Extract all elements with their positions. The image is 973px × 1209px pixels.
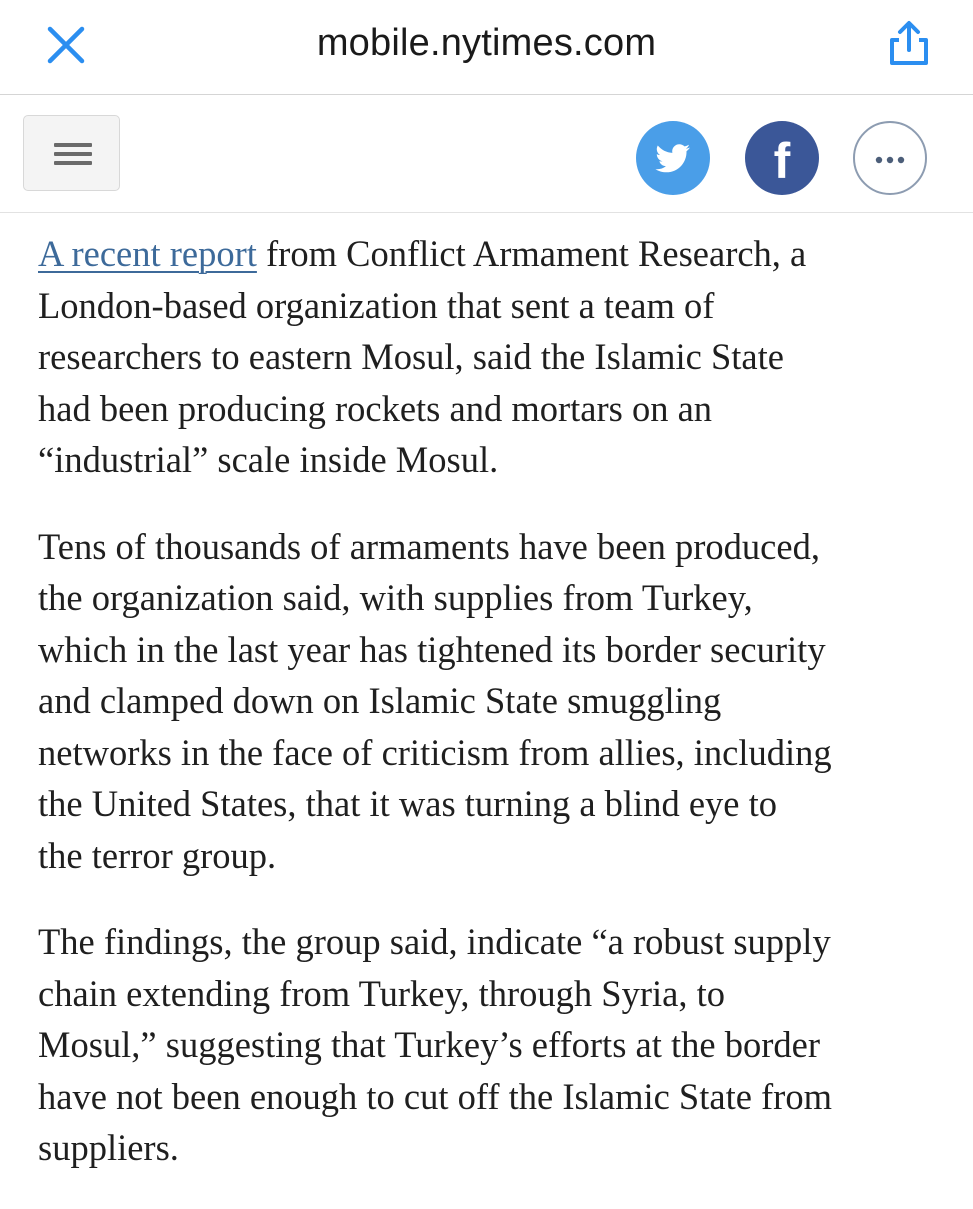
paragraph-line: Tens of thousands of armaments have been produced, — [38, 525, 820, 567]
facebook-share-button[interactable] — [745, 121, 819, 195]
article-paragraph — [38, 916, 958, 1174]
paragraph-line: the terror group. — [38, 834, 277, 876]
paragraph-line: have not been enough to cut off the Islamic State from — [38, 1075, 832, 1117]
article-paragraph — [38, 521, 958, 882]
paragraph-line: networks in the face of criticism from allies, including — [38, 731, 832, 773]
paragraph-line: The findings, the group said, indicate “a robust supply — [38, 921, 831, 962]
paragraph-line: “industrial” scale inside Mosul. — [38, 439, 499, 480]
facebook-f-icon: f — [773, 133, 791, 189]
paragraph-line: the United States, that it was turning a blind eye to — [38, 783, 777, 824]
paragraph-line: chain extending from Turkey, through Syria, to — [38, 972, 725, 1014]
twitter-bird-icon — [636, 121, 710, 195]
article-paragraph — [38, 228, 958, 486]
article-toolbar — [0, 95, 973, 213]
browser-top-bar — [0, 0, 973, 95]
paragraph-line: A recent report from Conflict Armament Research, a — [38, 233, 807, 274]
paragraph-line: which in the last year has tightened its border security — [38, 628, 826, 670]
paragraph-line: the organization said, with supplies from Turkey, — [38, 577, 753, 618]
share-icon[interactable] — [884, 19, 934, 69]
paragraph-line: researchers to eastern Mosul, said the Islamic State — [38, 336, 784, 377]
paragraph-line: had been producing rockets and mortars on an — [38, 387, 713, 429]
recent-report-link[interactable]: A recent report — [38, 233, 257, 274]
url-address[interactable]: mobile.nytimes.com — [316, 22, 657, 64]
paragraph-line: Mosul,” suggesting that Turkey’s efforts at the border — [38, 1024, 820, 1065]
paragraph-line: and clamped down on Islamic State smuggling — [38, 680, 722, 721]
hamburger-menu-icon — [54, 143, 92, 147]
article-body — [38, 228, 958, 1209]
paragraph-line: suppliers. — [38, 1127, 179, 1168]
twitter-share-button[interactable] — [636, 121, 710, 195]
more-share-options-button[interactable] — [853, 121, 927, 195]
hamburger-menu-button[interactable] — [23, 115, 120, 191]
ellipsis-icon — [855, 123, 925, 193]
paragraph-line: London-based organization that sent a team of — [38, 284, 715, 326]
